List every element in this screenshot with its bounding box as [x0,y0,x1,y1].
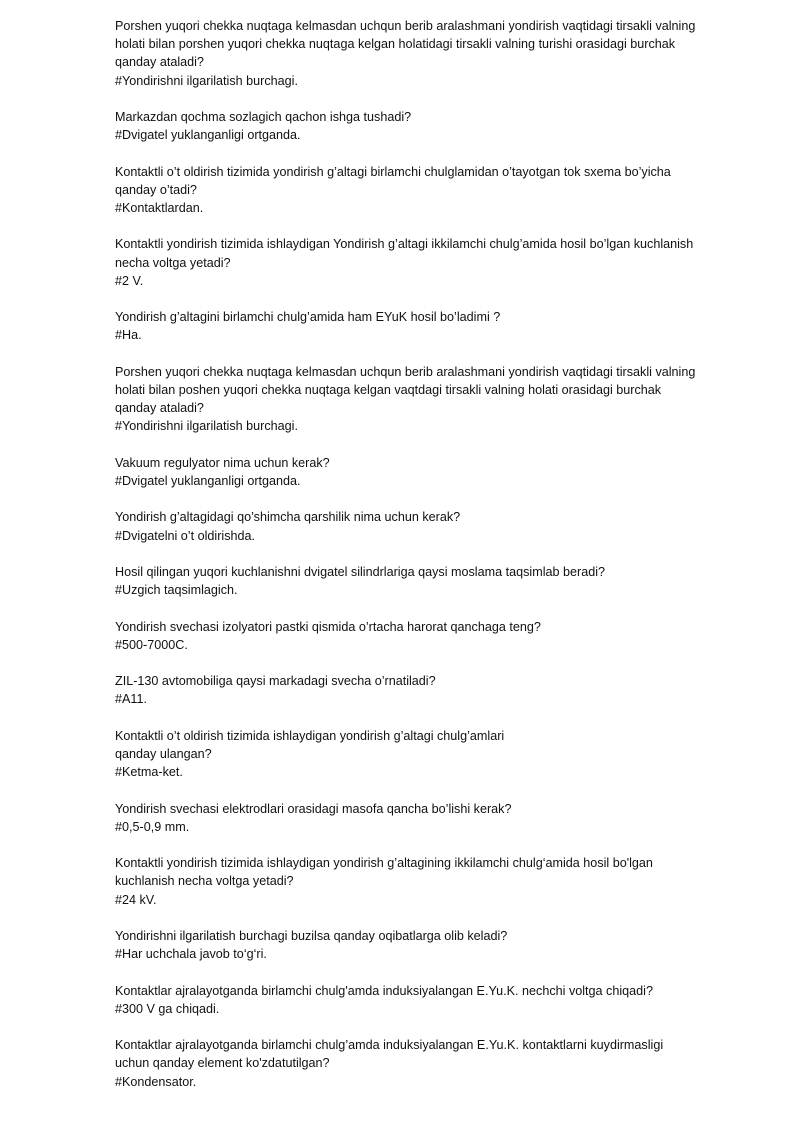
question-text: Yondirish svechasi elektrodlari orasidagi masofa qancha bo’lishi kerak? [115,801,512,816]
answer-text: #Ketma-ket. [115,765,183,780]
question-text: Yondirish g’altagini birlamchi chulg’amida ham EYuK hosil bo’ladimi ? [115,310,501,325]
answer-text: #Kontaktlardan. [115,201,204,215]
question-text: ZIL-130 avtomobiliga qaysi markadagi svecha o’rnatiladi? [115,674,436,689]
qa-item-11 [115,672,755,708]
answer-text: #Dvigatelni o’t oldirishda. [115,528,256,543]
question-text: Kontaktlar ajralayotganda birlamchi chulg’amda induksiyalangan E.Yu.K. kontaktlarni kuydirmasligi uchun qanday element ko'zdatutilgan? [115,1038,664,1071]
answer-text: #2 V. [115,273,144,288]
question-text: Yondirish g’altagidagi qo’shimcha qarshilik nima uchun kerak? [115,510,461,525]
qa-item-16 [115,982,755,1018]
answer-text: #Yondirishni ilgarilatish burchagi. [115,419,298,434]
question-text: Kontaktli o’t oldirish tizimida ishlaydigan yondirish g’altagi chulg’amlari qanday ulangan? [115,728,505,761]
qa-item-4 [115,235,755,290]
question-text: Kontaktli yondirish tizimida ishlaydigan yondirish g’altagining ikkilamchi chulg‘amida hosil bo'lgan kuchlanish necha voltga yetadi? [115,856,653,889]
qa-item-10 [115,618,755,654]
answer-text: #Yondirishni ilgarilatish burchagi. [115,73,298,88]
answer-text: #300 V ga chiqadi. [115,1001,220,1016]
qa-item-2 [115,108,755,144]
question-text: Vakuum regulyator nima uchun kerak? [115,455,330,470]
answer-text: #Har uchchala javob to‘g‘ri. [115,947,267,962]
qa-item-1 [115,17,755,90]
answer-text: #500-7000C. [115,637,188,652]
qa-item-3 [115,163,755,218]
answer-text: #0,5-0,9 mm. [115,819,190,834]
question-text: Kontaktli yondirish tizimida ishlaydigan Yondirish g’altagi ikkilamchi chulg’amida hosil bo’lgan kuchlanish necha voltga yetadi? [115,237,694,270]
question-text: Kontaktlar ajralayotganda birlamchi chulg'amda induksiyalangan E.Yu.K. nechchi voltga chiqadi? [115,983,653,998]
question-text: Porshen yuqori chekka nuqtaga kelmasdan uchqun berib aralashmani yondirish vaqtidagi tirsakli valning holati bilan poshen yuqori chekka nuqtaga kelgan vaqtdagi tirsakli valning holati orasidagi burchak qanday ataladi? [115,364,696,416]
qa-item-14 [115,854,755,909]
answer-text: #Kondensator. [115,1074,197,1089]
qa-item-12 [115,727,755,782]
question-text: Yondirishni ilgarilatish burchagi buzilsa qanday oqibatlarga olib keladi? [115,928,508,943]
question-text: Markazdan qochma sozlagich qachon ishga tushadi? [115,110,412,124]
qa-item-8 [115,508,755,544]
answer-text: #Ha. [115,328,142,343]
question-text: Hosil qilingan yuqori kuchlanishni dvigatel silindrlariga qaysi moslama taqsimlab beradi? [115,564,606,579]
answer-text: #Dvigatel yuklanganligi ortganda. [115,473,301,488]
qa-item-13 [115,800,755,836]
answer-text: #Uzgich taqsimlagich. [115,583,238,598]
answer-text: #24 kV. [115,892,157,907]
qa-item-17 [115,1036,755,1091]
qa-item-9 [115,563,755,599]
qa-item-15 [115,927,755,963]
question-text: Yondirish svechasi izolyatori pastki qismida o’rtacha harorat qanchaga teng? [115,619,541,634]
qa-item-5 [115,308,755,344]
answer-text: #Dvigatel yuklanganligi ortganda. [115,128,301,143]
qa-item-7 [115,454,755,490]
question-text: Kontaktli o’t oldirish tizimida yondirish g’altagi birlamchi chulglamidan o’tayotgan tok sxema bo’yicha qanday o’tadi? [115,164,671,197]
document-page [115,17,755,1109]
qa-item-6 [115,363,755,436]
question-text: Porshen yuqori chekka nuqtaga kelmasdan uchqun berib aralashmani yondirish vaqtidagi tirsakli valning holati bilan porshen yuqori chekka nuqtaga kelgan holatidagi tirsakli valning turishi orasidagi burchak qanday ataladi? [115,19,696,70]
answer-text: #A11. [115,692,147,707]
